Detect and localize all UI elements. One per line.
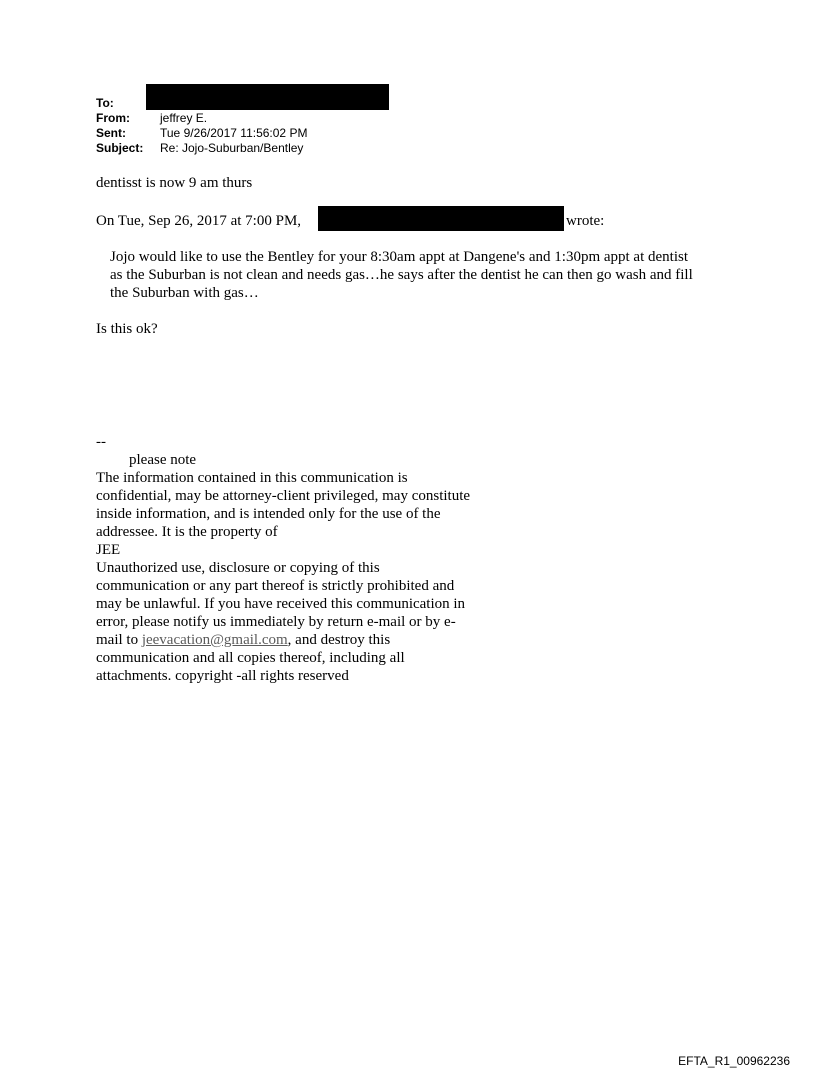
quote-intro xyxy=(96,212,301,230)
quoted-message: Jojo would like to use the Bentley for your 8:30am appt at Dangene's and 1:30pm appt at dentist as the Suburban is not clean and needs gas…he says after the dentist he can then go wash and fill the Suburban with gas… xyxy=(110,249,693,301)
sent-value: Tue 9/26/2017 11:56:02 PM xyxy=(160,126,308,140)
owner-initials: JEE xyxy=(96,542,121,558)
sent-label: Sent: xyxy=(96,126,126,140)
disclaimer-text-end: , and destroy this communication and all copies thereof, including all attachments. copyright -all rights reserved xyxy=(96,632,405,684)
subject-value: Re: Jojo-Suburban/Bentley xyxy=(160,141,304,155)
subject-label: Subject: xyxy=(96,141,144,155)
subject-row xyxy=(96,141,307,156)
disclaimer-paragraph-1: The information contained in this communication is confidential, may be attorney-client privileged, may constitute inside information, and is intended only for the use of the addressee. It is the property of xyxy=(96,470,471,540)
contact-email-link[interactable]: jeevacation@gmail.com xyxy=(141,632,288,648)
from-label: From: xyxy=(96,111,130,125)
please-note: please note xyxy=(129,452,197,468)
quote-intro-text: On Tue, Sep 26, 2017 at 7:00 PM, xyxy=(96,213,302,229)
from-row xyxy=(96,111,307,126)
sender-redaction xyxy=(318,206,564,231)
quote-intro-suffix: wrote: xyxy=(566,213,605,229)
disclaimer-paragraph-2 xyxy=(96,559,476,685)
sent-row xyxy=(96,126,307,141)
question-line: Is this ok? xyxy=(96,321,158,337)
from-value: jeffrey E. xyxy=(160,111,208,125)
signature-separator: -- xyxy=(96,434,106,450)
recipient-redaction xyxy=(146,84,389,110)
disclaimer-text-start: Unauthorized use, disclosure or copying of this communication or any part thereof is strictly prohibited and may be unlawful. If you have received this communication in error, please notify us immediately by return e-mail or by e-mail to xyxy=(96,560,466,648)
to-label: To: xyxy=(96,96,114,110)
signature-block xyxy=(96,433,476,685)
document-id: EFTA_R1_00962236 xyxy=(678,1054,790,1068)
reply-line: dentisst is now 9 am thurs xyxy=(96,175,253,191)
